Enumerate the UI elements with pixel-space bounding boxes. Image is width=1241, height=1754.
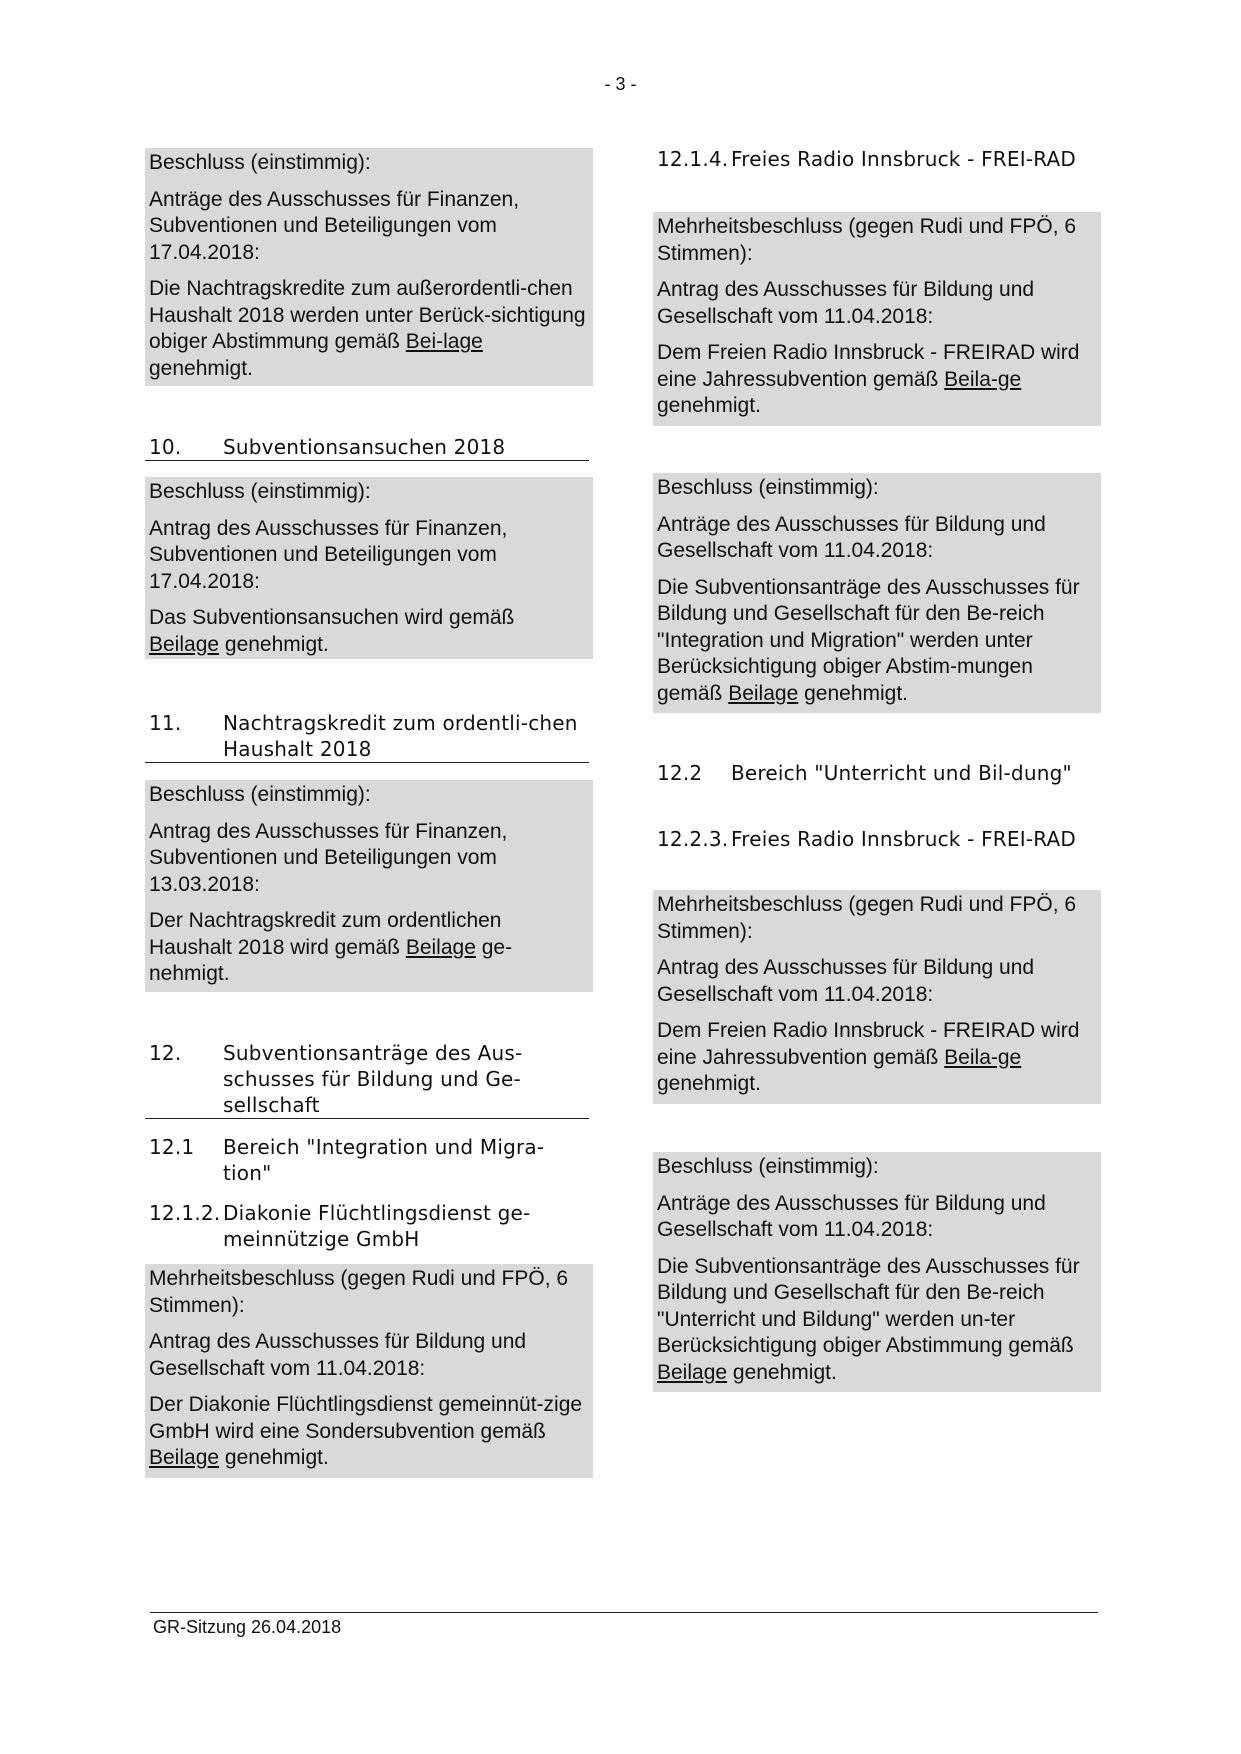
footer-text: GR-Sitzung 26.04.2018 xyxy=(153,1617,342,1637)
resolution-box-integration-migration xyxy=(653,473,1101,713)
resolution-box-subsidy-request xyxy=(145,477,593,659)
attachment-link[interactable]: Bei-lage xyxy=(405,330,483,353)
resolution-text: Dem Freien Radio Innsbruck - FREIRAD wird eine Jahressubvention gemäß Beila-ge genehmigt. xyxy=(657,341,1080,417)
resolution-text: Die Subventionsanträge des Ausschusses für Bildung und Gesellschaft für den Be-reich "Unterricht und Bildung" werden un-ter Berücksichtigung obiger Abstimmung gemäß Beilage genehmigt. xyxy=(657,1254,1080,1384)
subsection-heading-12-1-4 xyxy=(653,146,1097,172)
attachment-link[interactable]: Beilage xyxy=(149,1446,220,1469)
section-heading-12 xyxy=(145,1040,589,1119)
page-number: - 3 - xyxy=(604,74,637,94)
resolution-type: Beschluss (einstimmig): xyxy=(657,476,879,499)
motion-source: Anträge des Ausschusses für Bildung und Gesellschaft vom 11.04.2018: xyxy=(657,1191,1046,1241)
resolution-text: Das Subventionsansuchen wird gemäß Beilage genehmigt. xyxy=(149,606,515,656)
attachment-link[interactable]: Beilage xyxy=(657,1360,728,1384)
resolution-type: Beschluss (einstimmig): xyxy=(149,151,371,174)
section-title: Subventionsanträge des Aus-schusses für Bildung und Ge-sellschaft xyxy=(223,1041,523,1117)
resolution-type: Beschluss (einstimmig): xyxy=(149,480,371,503)
section-heading-10 xyxy=(145,434,589,461)
section-number: 12.2 xyxy=(657,761,703,785)
section-heading-11 xyxy=(145,710,589,763)
motion-source: Anträge des Ausschusses für Finanzen, Subventionen und Beteiligungen vom 17.04.2018: xyxy=(149,187,520,264)
resolution-text: Der Diakonie Flüchtlingsdienst gemeinnüt-zige GmbH wird eine Sondersubvention gemäß Beilage genehmigt. xyxy=(149,1393,583,1469)
attachment-link[interactable]: Beila-ge xyxy=(944,1045,1022,1069)
attachment-link[interactable]: Beilage xyxy=(728,681,799,705)
subsection-heading-12-2 xyxy=(653,760,1097,786)
footer-rule xyxy=(150,1612,1098,1613)
attachment-link[interactable]: Beilage xyxy=(149,632,220,656)
resolution-type: Mehrheitsbeschluss (gegen Rudi und FPÖ, 6 Stimmen): xyxy=(657,893,1077,943)
section-title: Nachtragskredit zum ordentli-chen Haushalt 2018 xyxy=(223,711,578,761)
resolution-box-freirad-education xyxy=(653,890,1101,1104)
section-number: 10. xyxy=(149,435,182,459)
resolution-text: Die Nachtragskredite zum außerordentli-chen Haushalt 2018 werden unter Berück-sichtigung obiger Abstimmung gemäß Bei-lage genehmigt. xyxy=(149,277,586,380)
resolution-box-freirad-integration xyxy=(653,212,1101,426)
section-number: 12.1.2. xyxy=(149,1201,221,1225)
section-title: Bereich "Unterricht und Bil-dung" xyxy=(731,761,1072,785)
resolution-type: Mehrheitsbeschluss (gegen Rudi und FPÖ, 6 Stimmen): xyxy=(149,1267,569,1317)
resolution-text: Der Nachtragskredit zum ordentlichen Haushalt 2018 wird gemäß Beilage ge-nehmigt. xyxy=(149,909,513,985)
motion-source: Antrag des Ausschusses für Bildung und Gesellschaft vom 11.04.2018: xyxy=(149,1330,527,1380)
resolution-type: Beschluss (einstimmig): xyxy=(149,783,371,806)
attachment-link[interactable]: Beilage xyxy=(405,935,476,959)
motion-source: Antrag des Ausschusses für Finanzen, Subventionen und Beteiligungen vom 13.03.2018: xyxy=(149,819,508,896)
section-title: Freies Radio Innsbruck - FREI-RAD xyxy=(731,827,1077,851)
section-number: 12.1 xyxy=(149,1135,195,1159)
resolution-type: Mehrheitsbeschluss (gegen Rudi und FPÖ, 6 Stimmen): xyxy=(657,215,1077,265)
resolution-box-additional-credits xyxy=(145,148,593,386)
resolution-box-ordinary-budget-credit xyxy=(145,780,593,992)
attachment-link[interactable]: Beila-ge xyxy=(944,367,1022,391)
motion-source: Antrag des Ausschusses für Finanzen, Subventionen und Beteiligungen vom 17.04.2018: xyxy=(149,516,508,593)
section-number: 11. xyxy=(149,711,182,735)
resolution-type: Beschluss (einstimmig): xyxy=(657,1155,879,1178)
resolution-box-diakonie xyxy=(145,1264,593,1478)
section-number: 12.1.4. xyxy=(657,147,729,171)
section-title: Subventionsansuchen 2018 xyxy=(223,435,506,459)
motion-source: Anträge des Ausschusses für Bildung und Gesellschaft vom 11.04.2018: xyxy=(657,512,1046,562)
section-title: Bereich "Integration und Migra-tion" xyxy=(223,1135,545,1185)
subsection-heading-12-1-2 xyxy=(145,1200,589,1252)
resolution-box-education xyxy=(653,1152,1101,1392)
resolution-text: Dem Freien Radio Innsbruck - FREIRAD wird eine Jahressubvention gemäß Beila-ge genehmigt. xyxy=(657,1019,1080,1095)
section-title: Freies Radio Innsbruck - FREI-RAD xyxy=(731,147,1077,171)
section-number: 12.2.3. xyxy=(657,827,729,851)
motion-source: Antrag des Ausschusses für Bildung und Gesellschaft vom 11.04.2018: xyxy=(657,278,1035,328)
motion-source: Antrag des Ausschusses für Bildung und Gesellschaft vom 11.04.2018: xyxy=(657,956,1035,1006)
section-title: Diakonie Flüchtlingsdienst ge-meinnützige GmbH xyxy=(223,1201,531,1251)
section-number: 12. xyxy=(149,1041,182,1065)
subsection-heading-12-2-3 xyxy=(653,826,1097,852)
subsection-heading-12-1 xyxy=(145,1134,589,1186)
resolution-text: Die Subventionsanträge des Ausschusses für Bildung und Gesellschaft für den Be-reich "Integration und Migration" werden unter Berücksichtigung obiger Abstim-mungen gemäß Beilage genehmigt. xyxy=(657,575,1080,705)
